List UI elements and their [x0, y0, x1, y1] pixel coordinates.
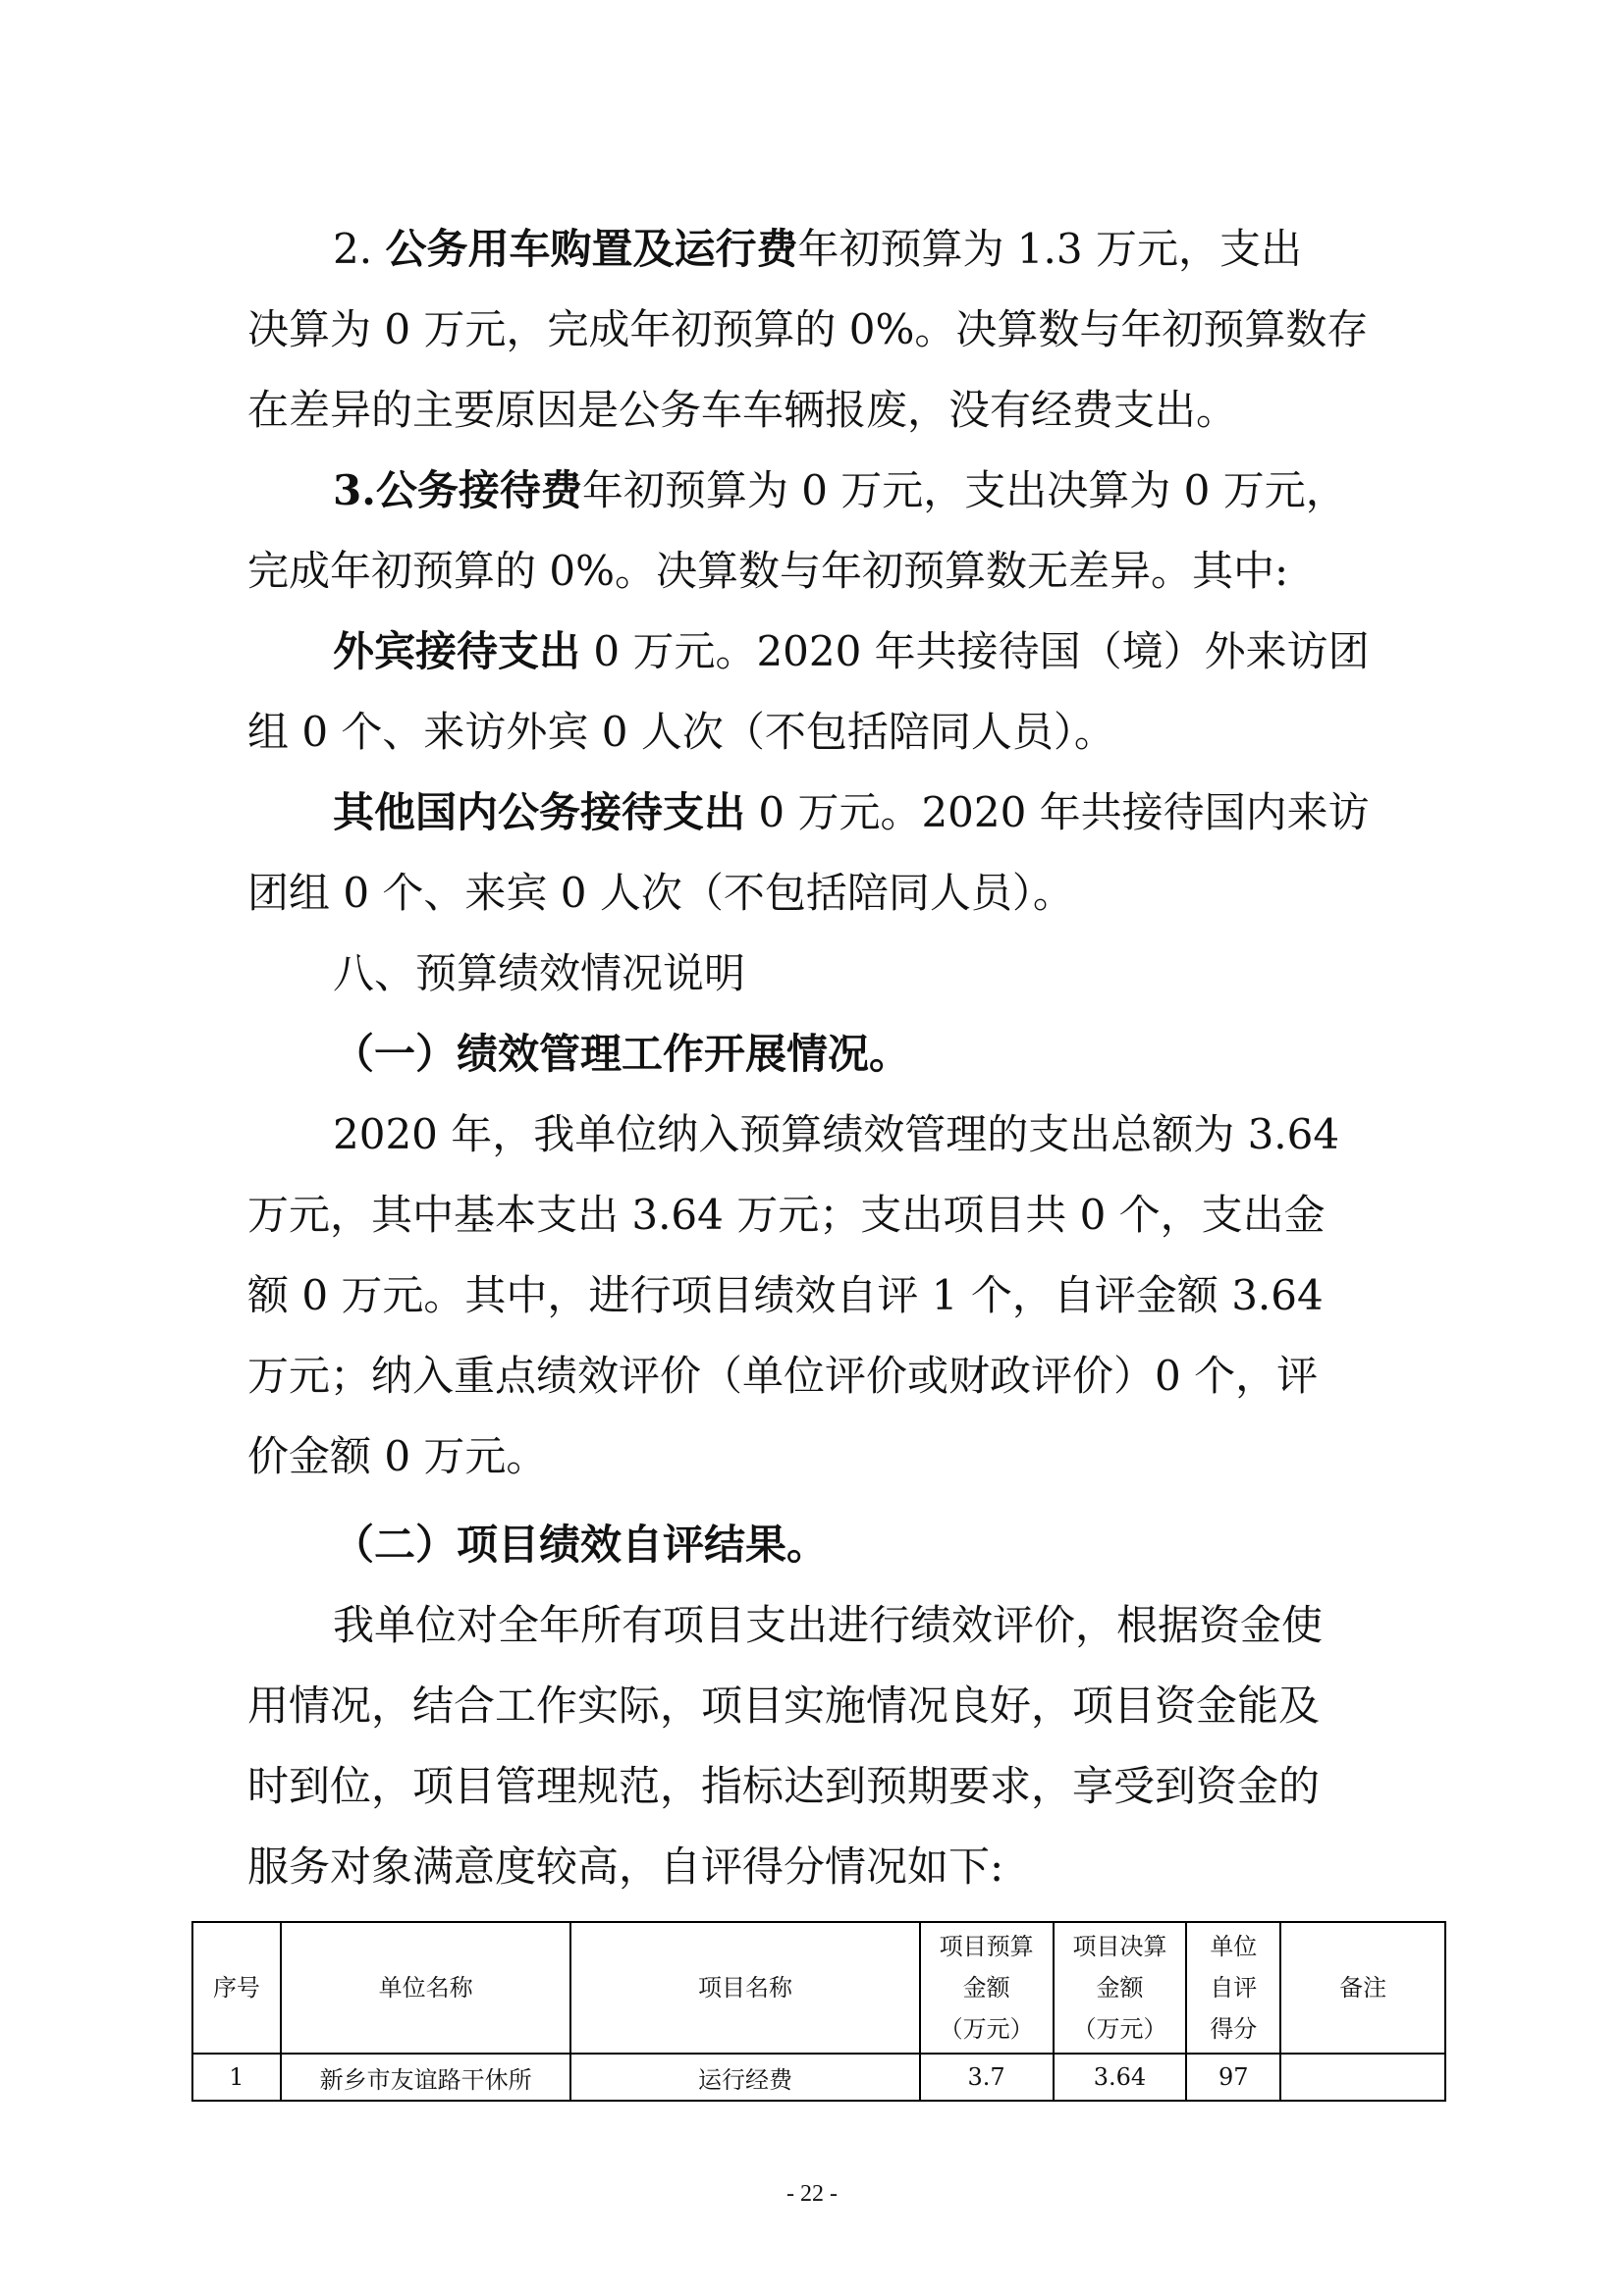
para3-line1: [333, 624, 1370, 679]
para2-line1-rest: 年初预算为 0 万元，支出决算为 0 万元，: [581, 466, 1347, 514]
header-note: 备注: [1280, 1922, 1445, 2054]
cell-final-amount: 3.64: [1054, 2054, 1187, 2101]
cell-score: 97: [1186, 2054, 1280, 2101]
header-score-line: 自评: [1210, 1974, 1258, 2002]
header-score-line: 单位: [1210, 1933, 1258, 1960]
para6-line2: 用情况，结合工作实际，项目实施情况良好，项目资金能及: [247, 1682, 1321, 1730]
cell-project-name: 运行经费: [570, 2054, 919, 2101]
para6-line1: 我单位对全年所有项目支出进行绩效评价，根据资金使: [333, 1601, 1324, 1649]
para1-line3: 在差异的主要原因是公务车车辆报废，没有经费支出。: [247, 386, 1238, 434]
table-header-row: [192, 1922, 1445, 2054]
header-score: [1186, 1922, 1280, 2054]
para1-bold-term: 公务用车购置及运行费: [385, 225, 798, 273]
self-evaluation-table: [191, 1921, 1446, 2102]
header-budget-line: （万元）: [939, 2015, 1034, 2043]
header-final-amount: [1054, 1922, 1187, 2054]
section-heading: 八、预算绩效情况说明: [333, 949, 746, 997]
header-seq: 序号: [192, 1922, 281, 2054]
header-final-line: 金额: [1096, 1974, 1144, 2002]
cell-unit-name: 新乡市友谊路干休所: [281, 2054, 570, 2101]
para3-line2: 组 0 个、来访外宾 0 人次（不包括陪同人员）。: [247, 708, 1115, 756]
header-budget-line: 金额: [962, 1974, 1010, 2002]
para5-line2: 万元，其中基本支出 3.64 万元；支出项目共 0 个，支出金: [247, 1191, 1326, 1239]
header-budget-line: 项目预算: [939, 1933, 1034, 1960]
cell-note: [1280, 2054, 1445, 2101]
cell-budget-amount: 3.7: [920, 2054, 1054, 2101]
para3-line1-rest: 0 万元。2020 年共接待国（境）外来访团: [580, 627, 1370, 675]
table-row: [192, 2054, 1445, 2101]
para5-line1: 2020 年，我单位纳入预算绩效管理的支出总额为 3.64: [333, 1110, 1340, 1158]
para4-line2: 团组 0 个、来宾 0 人次（不包括陪同人员）。: [247, 869, 1074, 917]
para5-line4: 万元；纳入重点绩效评价（单位评价或财政评价）0 个，评: [247, 1352, 1319, 1400]
para4-bold-term: 其他国内公务接待支出: [333, 788, 746, 836]
header-final-line: 项目决算: [1072, 1933, 1167, 1960]
header-final-line: （万元）: [1072, 2015, 1167, 2043]
para2-bold-term: 3.公务接待费: [333, 466, 582, 514]
para4-line1-rest: 0 万元。2020 年共接待国内来访: [745, 788, 1370, 836]
header-score-line: 得分: [1210, 2015, 1258, 2043]
para1-prefix: 2.: [333, 225, 386, 273]
header-unit-name: 单位名称: [281, 1922, 570, 2054]
subsection-heading-1: （一）绩效管理工作开展情况。: [333, 1030, 911, 1078]
para4-line1: [333, 785, 1370, 840]
para3-bold-term: 外宾接待支出: [333, 627, 581, 675]
para5-line5: 价金额 0 万元。: [247, 1432, 548, 1480]
para5-line3: 额 0 万元。其中，进行项目绩效自评 1 个，自评金额 3.64: [247, 1271, 1324, 1319]
para1-line2: 决算为 0 万元，完成年初预算的 0%。决算数与年初预算数存: [247, 305, 1369, 353]
header-project-name: 项目名称: [570, 1922, 919, 2054]
cell-seq: 1: [192, 2054, 281, 2101]
header-budget-amount: [920, 1922, 1054, 2054]
subsection-heading-2: （二）项目绩效自评结果。: [333, 1521, 829, 1569]
para6-line3: 时到位，项目管理规范，指标达到预期要求，享受到资金的: [247, 1762, 1321, 1810]
para1-line1: [333, 222, 1377, 277]
page-number: - 22 -: [786, 2181, 838, 2207]
para6-line4: 服务对象满意度较高，自评得分情况如下:: [247, 1842, 1004, 1891]
para2-line1: [333, 463, 1347, 518]
para2-line2: 完成年初预算的 0%。决算数与年初预算数无差异。其中:: [247, 547, 1289, 595]
para1-line1-rest: 年初预算为 1.3 万元，支出: [797, 225, 1302, 273]
